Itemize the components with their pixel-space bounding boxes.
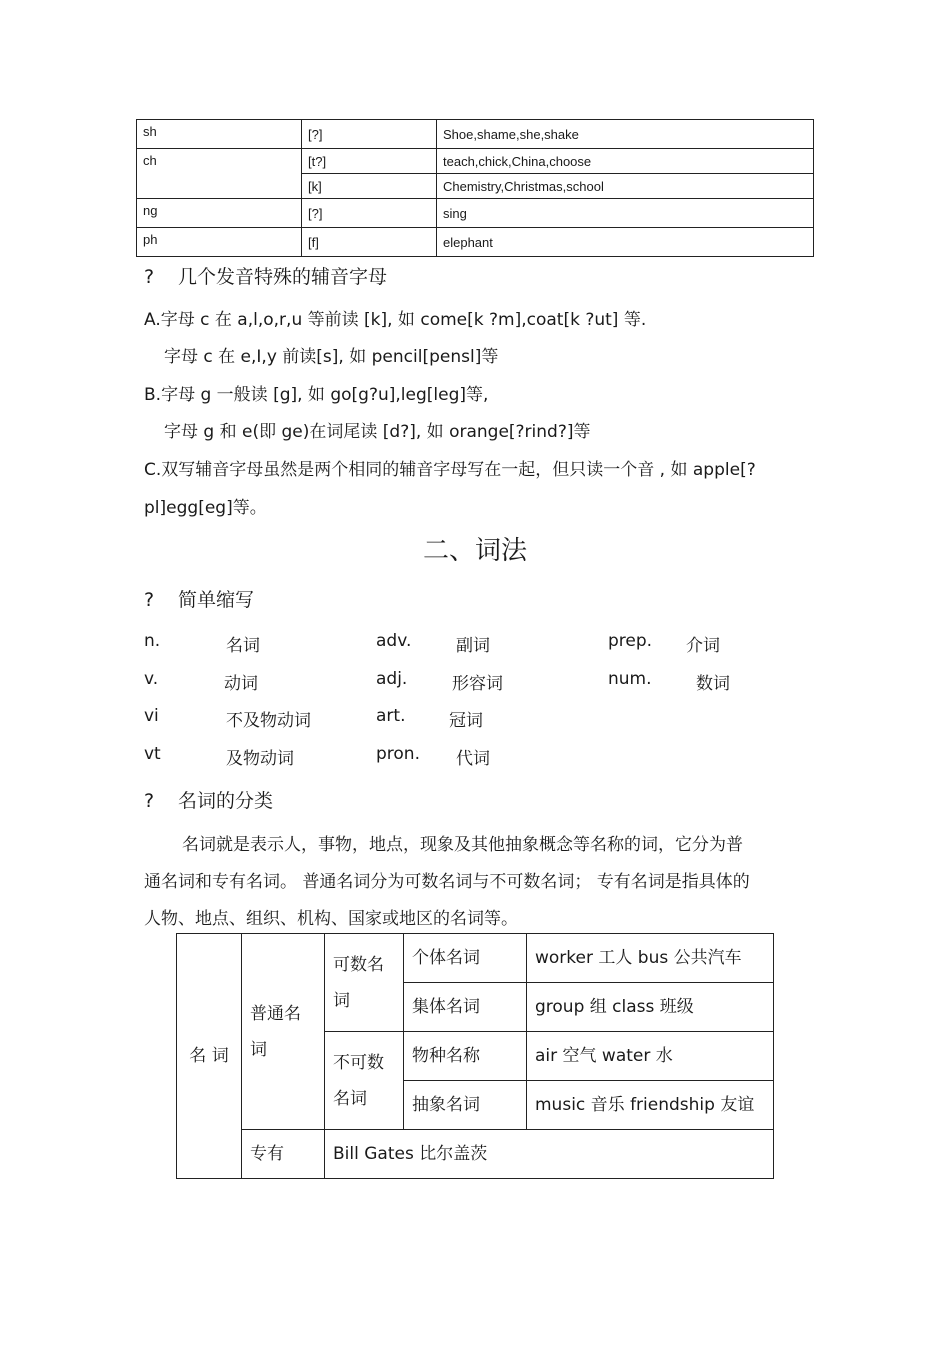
examples-cell: elephant [437, 228, 814, 257]
paragraph-line: 通名词和专有名词。 普通名词分为可数名词与不可数名词； 专有名词是指具体的 [144, 872, 750, 892]
proper-examples-cell: Bill Gates 比尔盖茨 [325, 1130, 774, 1179]
abbr-meaning: 数词 [696, 674, 730, 694]
abbr-term: art. [376, 706, 406, 726]
examples-cell: Chemistry,Christmas,school [437, 174, 814, 199]
abbr-term: v. [144, 669, 159, 689]
collective-cell: 集体名词 [404, 983, 527, 1032]
letters-cell: sh [137, 120, 302, 149]
abbr-term: prep. [608, 631, 653, 651]
examples-cell: Shoe,shame,she,shake [437, 120, 814, 149]
abbr-meaning: 副词 [456, 636, 490, 656]
abbr-term: num. [608, 669, 652, 689]
abbr-meaning: 名词 [226, 636, 260, 656]
examples-cell: teach,chick,China,choose [437, 149, 814, 174]
rule-line: 字母 g 和 e(即 ge)在词尾读 [d?], 如 orange[?rind?]等 [164, 422, 591, 442]
abbr-meaning: 代词 [456, 749, 490, 769]
noun-classification-heading [144, 786, 273, 813]
individual-examples-cell: worker 工人 bus 公共汽车 [527, 934, 774, 983]
abbr-meaning: 冠词 [449, 711, 483, 731]
proper-cell: 专有 [242, 1130, 325, 1179]
section-title: 二、词法 [422, 536, 527, 566]
abbr-meaning: 动词 [224, 674, 258, 694]
table-row [177, 1130, 774, 1179]
letters-cell: ng [137, 199, 302, 228]
table-row [137, 120, 814, 149]
uncountable-cell: 不可数名词 [325, 1032, 404, 1130]
noun-classification-table [176, 933, 774, 1179]
table-row [177, 934, 774, 983]
countable-cell: 可数名词 [325, 934, 404, 1032]
heading-text: 名词的分类 [178, 790, 274, 812]
table-row [137, 199, 814, 228]
abstract-cell: 抽象名词 [404, 1081, 527, 1130]
rule-line: B.字母 g 一般读 [g], 如 go[g?u],leg[leg]等, [144, 385, 489, 405]
collective-examples-cell: group 组 class 班级 [527, 983, 774, 1032]
paragraph-line: 名词就是表示人，事物，地点，现象及其他抽象概念等名称的词，它分为普 [182, 835, 743, 855]
rule-line: A.字母 c 在 a,l,o,r,u 等前读 [k], 如 come[k ?m],coat[k ?ut] 等. [144, 310, 647, 330]
examples-cell: sing [437, 199, 814, 228]
special-consonants-heading [144, 262, 387, 289]
root-cell: 名 词 [177, 934, 242, 1179]
sound-cell: [f] [302, 228, 437, 257]
sound-cell: [?] [302, 199, 437, 228]
heading-text: 简单缩写 [178, 589, 255, 611]
table-row [137, 149, 814, 174]
heading-text: 几个发音特殊的辅音字母 [178, 266, 388, 288]
individual-cell: 个体名词 [404, 934, 527, 983]
rule-line: 字母 c 在 e,I,y 前读[s], 如 pencil[pensl]等 [164, 347, 499, 367]
abbr-meaning: 形容词 [452, 674, 503, 694]
table-row [137, 228, 814, 257]
rule-line: C.双写辅音字母虽然是两个相同的辅音字母写在一起，但只读一个音 , 如 apple[? [144, 460, 756, 480]
sound-cell: [t?] [302, 149, 437, 174]
abstract-examples-cell: music 音乐 friendship 友谊 [527, 1081, 774, 1130]
abbr-term: adj. [376, 669, 408, 689]
sound-cell: [k] [302, 174, 437, 199]
sound-cell: [?] [302, 120, 437, 149]
abbr-meaning: 及物动词 [226, 749, 294, 769]
abbr-term: vt [144, 744, 161, 764]
material-cell: 物种名称 [404, 1032, 527, 1081]
abbr-term: vi [144, 706, 159, 726]
bullet-icon: ? [144, 266, 155, 288]
bullet-icon: ? [144, 790, 155, 812]
abbr-term: adv. [376, 631, 412, 651]
letters-cell: ch [137, 149, 302, 199]
common-cell: 普通名词 [242, 934, 325, 1130]
abbr-meaning: 介词 [686, 636, 720, 656]
abbr-term: pron. [376, 744, 420, 764]
paragraph-line: 人物、地点、组织、机构、国家或地区的名词等。 [144, 909, 518, 929]
rule-line: pl]egg[eg]等。 [144, 498, 267, 518]
letters-cell: ph [137, 228, 302, 257]
bullet-icon: ? [144, 589, 155, 611]
abbreviations-heading [144, 585, 254, 612]
material-examples-cell: air 空气 water 水 [527, 1032, 774, 1081]
phonics-table [136, 119, 814, 257]
abbr-meaning: 不及物动词 [226, 711, 311, 731]
abbr-term: n. [144, 631, 161, 651]
